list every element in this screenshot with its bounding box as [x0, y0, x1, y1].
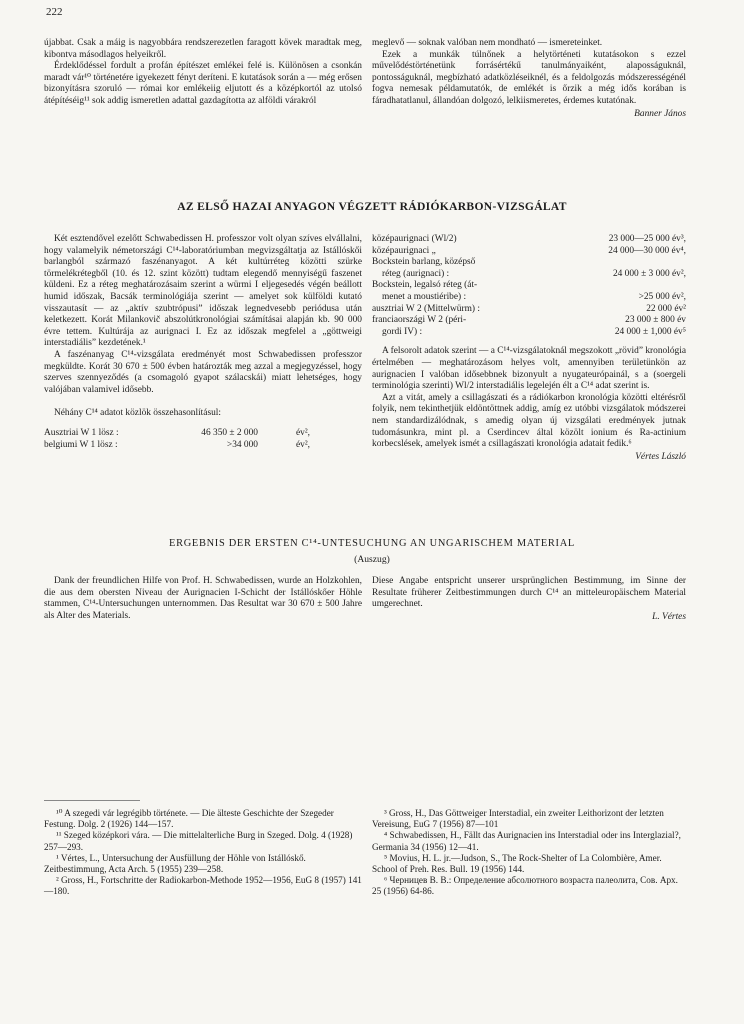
- footnote: ¹⁰ A szegedi vár legrégibb története. — Die älteste Geschichte der Szegeder Festung. Dolg. 2 (1926) 144—157.: [44, 808, 334, 830]
- radiocarbon-data-list: [372, 234, 686, 338]
- data-value: 22 000 év²: [646, 303, 686, 314]
- summary-right-column: [372, 576, 686, 623]
- summary-left-column: [44, 576, 362, 622]
- article-left-column: [44, 234, 362, 451]
- summary-subtitle: (Auszug): [354, 554, 390, 565]
- data-value: 24 000 ± 1,000 év⁵: [614, 326, 686, 337]
- signature: Vértes László: [635, 451, 686, 462]
- data-row: [372, 292, 686, 304]
- summary-title: ERGEBNIS DER ERSTEN C¹⁴-UNTESUCHUNG AN UNGARISCHEM MATERIAL: [169, 538, 575, 549]
- data-label: Bockstein barlang, középső: [372, 257, 476, 268]
- compare-value: >34 000: [226, 439, 258, 450]
- data-value: >25 000 év²,: [638, 291, 686, 302]
- data-label: ausztriai W 2 (Mittelwürm) :: [372, 303, 480, 314]
- data-label: franciaországi W 2 (péri-: [372, 315, 467, 326]
- footnote: ⁵ Movius, H. L. jr.—Judson, S., The Rock-Shelter of La Colombière, Amer. School of Preh. Res. Bull. 19 (1956) 144.: [372, 852, 662, 875]
- paragraph: Dank der freundlichen Hilfe von Prof. H. Schwabedissen, wurde an Holzkohlen, die aus dem obersten Niveau der Aurignacien I-Schicht der Istállóskőer Höhle stammen, C¹⁴-Untersuchungen unternommen. Das Resultat war 30 670 ± 500 Jahre als Alter des Materials.: [44, 576, 362, 621]
- paragraph: Diese Angabe entspricht unserer ursprünglichen Bestimmung, im Sinne der Resultate früherer Zeitbestimmungen durch C¹⁴ an mitteleuropäischem Material umgerechnet.: [372, 576, 686, 610]
- data-row: [372, 280, 686, 292]
- data-row: [372, 304, 686, 316]
- compare-label: Ausztriai W 1 lösz :: [44, 427, 119, 438]
- compare-table: [44, 428, 362, 451]
- prev-article-left-column: [44, 38, 362, 108]
- data-label: gordi IV) :: [382, 326, 423, 337]
- data-label: középaurignaci (Wl/2): [372, 234, 457, 244]
- article-right-column: [372, 234, 686, 463]
- data-label: Bockstein, legalsó réteg (át-: [372, 280, 478, 291]
- data-label: menet a moustiéribe) :: [382, 291, 467, 302]
- data-label: középaurignaci „: [372, 245, 436, 256]
- signature: L. Vértes: [652, 611, 686, 622]
- paragraph: meglevő — soknak valóban nem mondható — ismereteinket.: [372, 38, 603, 48]
- footnote: ⁴ Schwabedissen, H., Fällt das Aurignacien ins Interstadial oder ins Interglazial?, Germania 34 (1956) 12—41.: [372, 830, 681, 852]
- footnote: ¹ Vértes, L., Untersuchung der Ausfüllung der Höhle von Istállóskő. Zeitbestimmung, Acta Arch. 5 (1955) 239—258.: [44, 852, 306, 875]
- compare-unit: év²,: [295, 439, 310, 450]
- compare-value: 46 350 ± 2 000: [201, 427, 258, 438]
- footnote-rule: [44, 800, 140, 801]
- footnotes-left: [44, 808, 362, 898]
- compare-row: [44, 440, 362, 452]
- compare-unit: év²,: [295, 427, 310, 438]
- data-label: réteg (aurignaci) :: [382, 268, 450, 279]
- article-title: AZ ELSŐ HAZAI ANYAGON VÉGZETT RÁDIÓKARBON-VIZSGÁLAT: [177, 200, 567, 213]
- data-value: 24 000 ± 3 000 év²,: [612, 268, 686, 279]
- data-row: [372, 327, 686, 339]
- data-value: 23 000 ± 800 év: [625, 315, 686, 326]
- paragraph: Ezek a munkák túlnőnek a helytörténeti kutatásokon s ezzel művelődéstörténetünk forrásértékű tanulmányaiként, alaposságuknál, pontosságuknál, megbízható adatközléseiknél, és a feldolgozás módszerességénél fogva nemesak példamutatók, de emlékét is őrzik a még idős korában is fáradhatatlanul, állandóan dolgozó, lelkiismeretes, érdemes kutatónak.: [372, 49, 686, 106]
- signature: Banner János: [634, 108, 686, 119]
- footnote: ¹¹ Szeged középkori vára. — Die mittelalterliche Burg in Szeged. Dolg. 4 (1928) 257—293.: [44, 830, 353, 852]
- paragraph: A felsorolt adatok szerint — a C¹⁴-vizsgálatoknál megszokott „rövid” kronológia értelmében — meghatározásom helyes volt, amennyiben területünkön az aurignacien I valóban idősebbnek bizonyult a nyugateurópainál, s a (soergeli terminológia szerinti) Wl/2 interstadiális legelején élt a C¹⁴ adat szerint is.: [372, 346, 686, 392]
- compare-label: belgiumi W 1 lösz :: [44, 439, 118, 450]
- data-row: [372, 315, 686, 327]
- footnotes-right: [372, 808, 686, 898]
- compare-intro: Néhány C¹⁴ adatot közlök összehasonlításul:: [54, 408, 221, 419]
- data-row: [372, 234, 686, 246]
- data-value: 23 000—25 000 év³,: [608, 234, 686, 244]
- paragraph: Érdeklődéssel fordult a profán építészet emlékei felé is. Különösen a csonkán maradt vár¹⁰ történetére igyekezett fényt deríteni. E kutatások során a — még erősen bizonyításra szoruló — római kor emlékeiig eljutott és a középkortól az utolsó átépítéséig¹¹ sok addig ismeretlen adattal gazdagította az alföldi várakról: [44, 61, 362, 106]
- data-row: [372, 269, 686, 281]
- footnote: ³ Gross, H., Das Göttweiger Interstadial, ein zweiter Leithorizont der letzten Vereisung, EuG 7 (1956) 87—101: [372, 808, 664, 830]
- paragraph: Azt a vitát, amely a csillagászati és a rádiókarbon kronológia közötti eltérésről folyik, nem tekinthetjük eldöntöttnek addig, amíg ez utóbbi vizsgálatok módszerei nem standardizálódnak, s amedig olyan új vizsgálati eredmények jutnak tudomásunkra, mint pl. a Cserdincev által közölt ionium és Ra-actinium korbecslések, amelyek ismét a csillagászati kronológia adatait fedik.⁶: [372, 392, 686, 450]
- prev-article-right-column: [372, 38, 686, 120]
- data-row: [372, 257, 686, 269]
- paragraph: A faszénanyag C¹⁴-vizsgálata eredményét most Schwabedissen professzor megküldte. Korát 30 670 ± 500 évben határozták meg azzal a megjegyzéssel, hogy szerves szennyeződés (a csomagoló gyapot szálacskái) miatt lehetséges, hogy valójában valamivel idősebb.: [44, 349, 362, 395]
- page-number: 222: [46, 6, 63, 18]
- footnote: ² Gross, H., Fortschritte der Radiokarbon-Methode 1952—1956, EuG 8 (1957) 141—180.: [44, 875, 362, 897]
- paragraph: újabbat. Csak a máig is nagyobbára rendszerezetlen faragott kövek maradtak meg, kibontva másodlagos helyeikről.: [44, 38, 362, 60]
- compare-row: [44, 428, 362, 440]
- data-row: [372, 246, 686, 258]
- data-value: 24 000—30 000 év⁴,: [608, 245, 686, 256]
- paragraph: Két esztendővel ezelőtt Schwabedissen H. professzor volt olyan szíves elvállalni, hogy valamelyik németországi C¹⁴-laboratóriumban megvizsgáltatja az Istállóskői barlangból származó faszénanyagot. A két kultúrréteg közötti szürke törmelékrétegből (10. és 12. szint között) tudtam elegendő mennyiségű faszenet küldeni. Ez a réteg meghatározásaim szerint a würmi I eljegesedés végén beállott humid időszak, Bacsák terminológiája szerint — amelyet sok külföldi kutató visszautasít — az „aktív szubtrópusi” időszak legnedvesebb periódusa után keletkezett. Korát Milankovič abszolútkronológiai számításai alapján kb. 90 000 évre tettem. Kultúrája az aurignaci I. Ez az időszak megfelel a „göttweigi interstadiális” kezdetének.¹: [44, 234, 362, 349]
- footnote: ⁶ Черницев В. В.: Определение абсолютного возраста палеолита, Сов. Арх. 25 (1956) 64-86.: [372, 875, 678, 897]
